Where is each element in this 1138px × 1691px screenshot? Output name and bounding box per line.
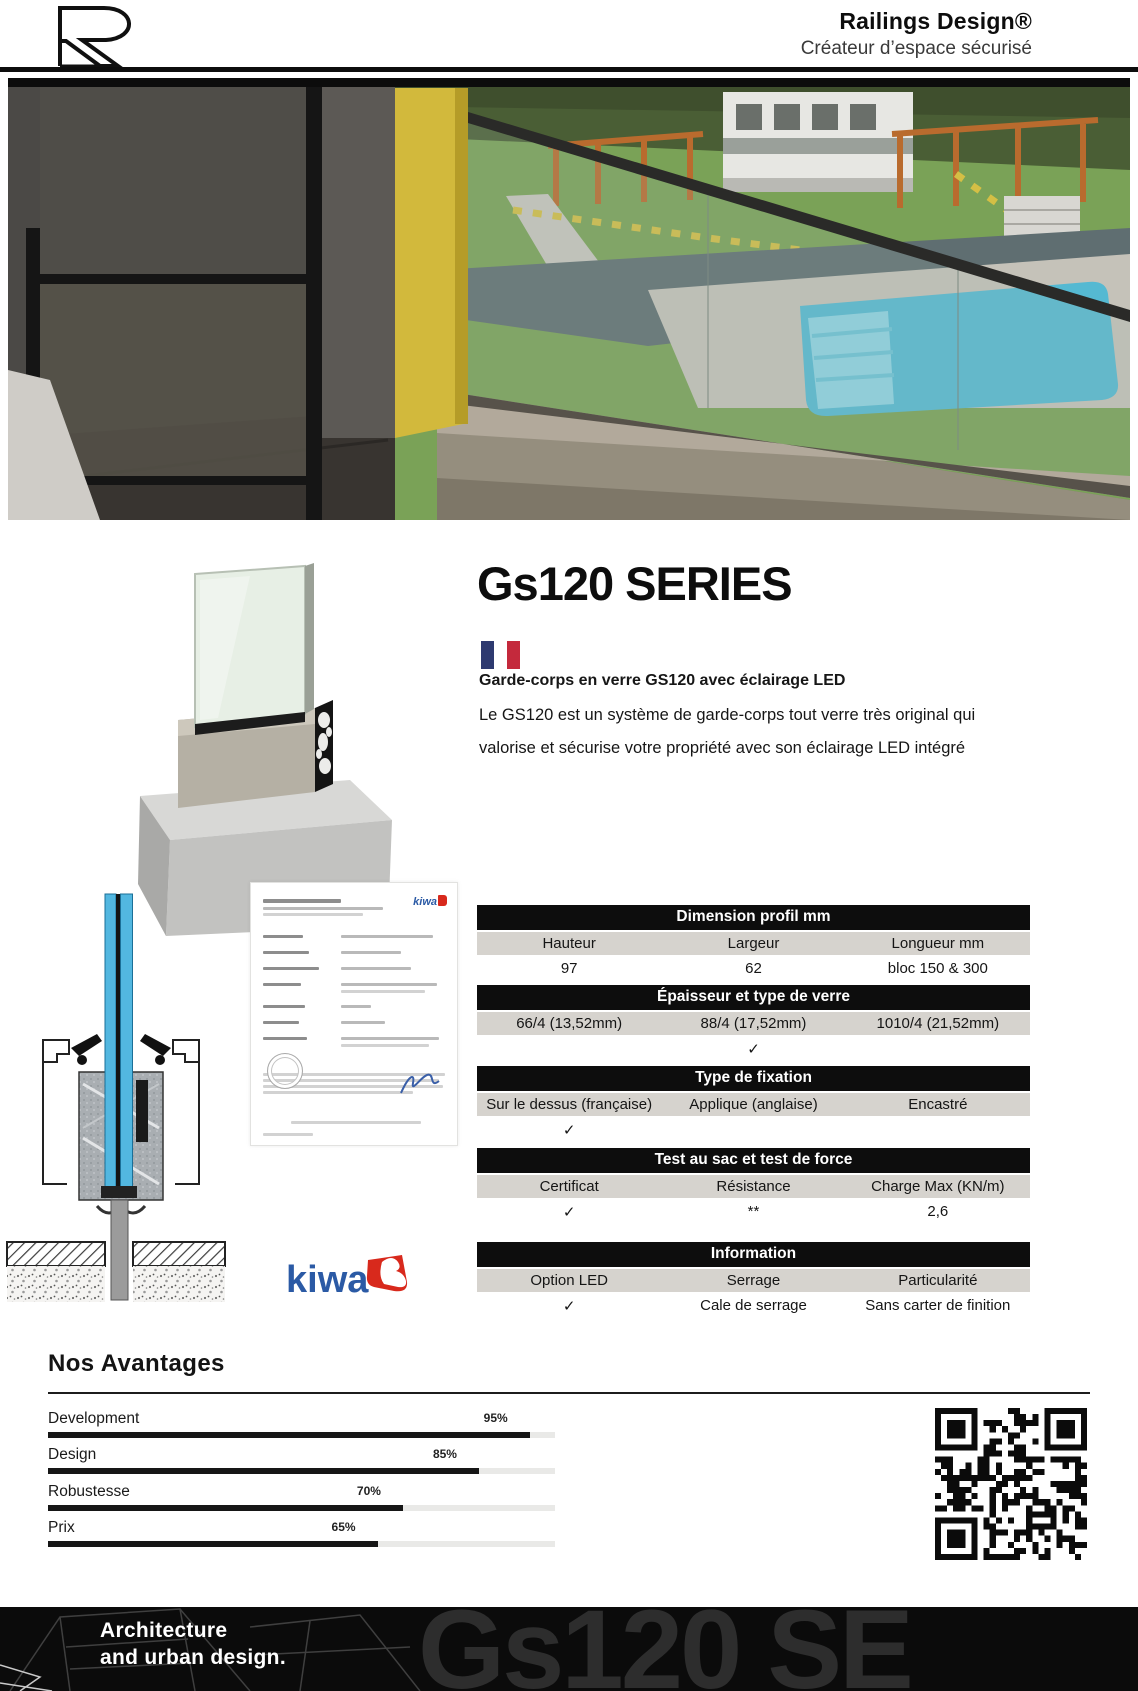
advantage-bar-prix: [48, 1519, 555, 1553]
table-type-fixation: [477, 1066, 1030, 1144]
table-header-cell: 66/4 (13,52mm): [516, 1015, 623, 1032]
certificate-signature: [395, 1067, 447, 1101]
bar-fill: [48, 1505, 403, 1511]
table-value-cell: ✓: [562, 1204, 576, 1221]
bar-track: [48, 1432, 555, 1438]
building: [723, 92, 913, 192]
footer-watermark: Gs120 SE: [418, 1607, 911, 1691]
advantage-bar-development: [48, 1410, 555, 1444]
footer-band: [0, 1607, 1138, 1691]
kiwa-mini-logo: kiwa: [413, 895, 447, 908]
bar-track: [48, 1541, 555, 1547]
bar-label: Development: [48, 1410, 140, 1427]
table-header-cell: Charge Max (KN/m): [871, 1178, 1005, 1195]
bar-track: [48, 1505, 555, 1511]
advantage-bar-design: [48, 1446, 555, 1480]
table-value-cell: **: [747, 1203, 760, 1220]
table-epaisseur-verre: [477, 985, 1030, 1063]
technical-cross-section: [5, 888, 237, 1312]
table-value-cell: ✓: [562, 1298, 576, 1315]
advantages-divider: [48, 1392, 1090, 1394]
table-title: Test au sac et test de force: [477, 1148, 1030, 1175]
brand-block: [801, 8, 1032, 60]
kiwa-certificate: [250, 882, 458, 1146]
bar-fill: [48, 1468, 479, 1474]
kiwa-red-mark-icon: [438, 895, 447, 906]
table-title: Type de fixation: [477, 1066, 1030, 1093]
table-title: Épaisseur et type de verre: [477, 985, 1030, 1012]
table-test-force: [477, 1148, 1030, 1226]
table-value-cell: ✓: [747, 1041, 760, 1058]
product-3d-render: [100, 528, 400, 938]
table-title: Dimension profil mm: [477, 905, 1030, 932]
bar-percent: 95%: [483, 1411, 508, 1425]
table-header-cell: Particularité: [898, 1272, 978, 1289]
product-description-line2: valorise et sécurise votre propriété avec son éclairage LED intégré: [479, 739, 966, 757]
kiwa-logo: [286, 1252, 412, 1306]
table-header-cell: 1010/4 (21,52mm): [876, 1015, 1000, 1032]
footer-slogan-line2: and urban design.: [100, 1646, 286, 1669]
footer-slogan: [100, 1617, 286, 1671]
table-value-cell: bloc 150 & 300: [887, 960, 988, 977]
table-title: Information: [477, 1242, 1030, 1269]
header-divider: [0, 67, 1138, 72]
table-header-cell: Largeur: [727, 935, 780, 952]
bar-label: Design: [48, 1446, 97, 1463]
table-value-cell: Sans carter de finition: [865, 1297, 1011, 1314]
table-value-cell: 62: [745, 960, 762, 977]
table-value-cell: [661, 1116, 845, 1144]
table-header-cell: Encastré: [908, 1096, 968, 1113]
hero-photo-illustration: [8, 78, 1130, 520]
hero-photo: [8, 78, 1130, 520]
bar-fill: [48, 1432, 530, 1438]
table-header-cell: Serrage: [726, 1272, 781, 1289]
footer-slogan-line1: Architecture: [100, 1619, 228, 1642]
table-header-cell: Certificat: [539, 1178, 599, 1195]
table-value-cell: ✓: [562, 1122, 576, 1139]
bar-percent: 85%: [432, 1447, 457, 1461]
table-value-cell: [846, 1035, 1030, 1063]
table-value-cell: 2,6: [927, 1203, 949, 1220]
bar-track: [48, 1468, 555, 1474]
table-header-cell: Applique (anglaise): [689, 1096, 818, 1113]
railings-design-logo: [26, 4, 186, 68]
certificate-stamp: [267, 1053, 303, 1089]
bar-percent: 65%: [331, 1520, 356, 1534]
brand-name: Railings Design®: [839, 8, 1032, 34]
bar-percent: 70%: [356, 1484, 381, 1498]
brand-tagline: Créateur d’espace sécurisé: [800, 38, 1032, 59]
product-subtitle: Garde-corps en verre GS120 avec éclairage LED: [479, 672, 846, 689]
bar-fill: [48, 1541, 378, 1547]
france-flag-icon: [481, 641, 525, 669]
table-header-cell: Résistance: [716, 1178, 791, 1195]
table-value-cell: 97: [560, 960, 578, 977]
qr-code: [935, 1408, 1087, 1560]
table-header-cell: Longueur mm: [891, 935, 985, 952]
product-title: Gs120 SERIES: [477, 557, 792, 610]
table-value-cell: Cale de serrage: [700, 1297, 807, 1314]
bar-label: Robustesse: [48, 1483, 130, 1500]
table-dimension-profil: [477, 905, 1030, 982]
table-information: [477, 1242, 1030, 1320]
table-value-cell: [846, 1116, 1030, 1144]
table-header-cell: Hauteur: [542, 935, 596, 952]
table-header-cell: Sur le dessus (française): [486, 1096, 653, 1113]
table-header-cell: 88/4 (17,52mm): [700, 1015, 807, 1032]
table-header-cell: Option LED: [530, 1272, 608, 1289]
kiwa-logo-text: kiwa: [286, 1259, 369, 1301]
advantages-heading: Nos Avantages: [48, 1350, 225, 1377]
bar-label: Prix: [48, 1519, 75, 1536]
table-value-cell: [477, 1035, 661, 1063]
product-description-line1: Le GS120 est un système de garde-corps tout verre très original qui: [479, 706, 976, 724]
advantage-bar-robustesse: [48, 1483, 555, 1517]
